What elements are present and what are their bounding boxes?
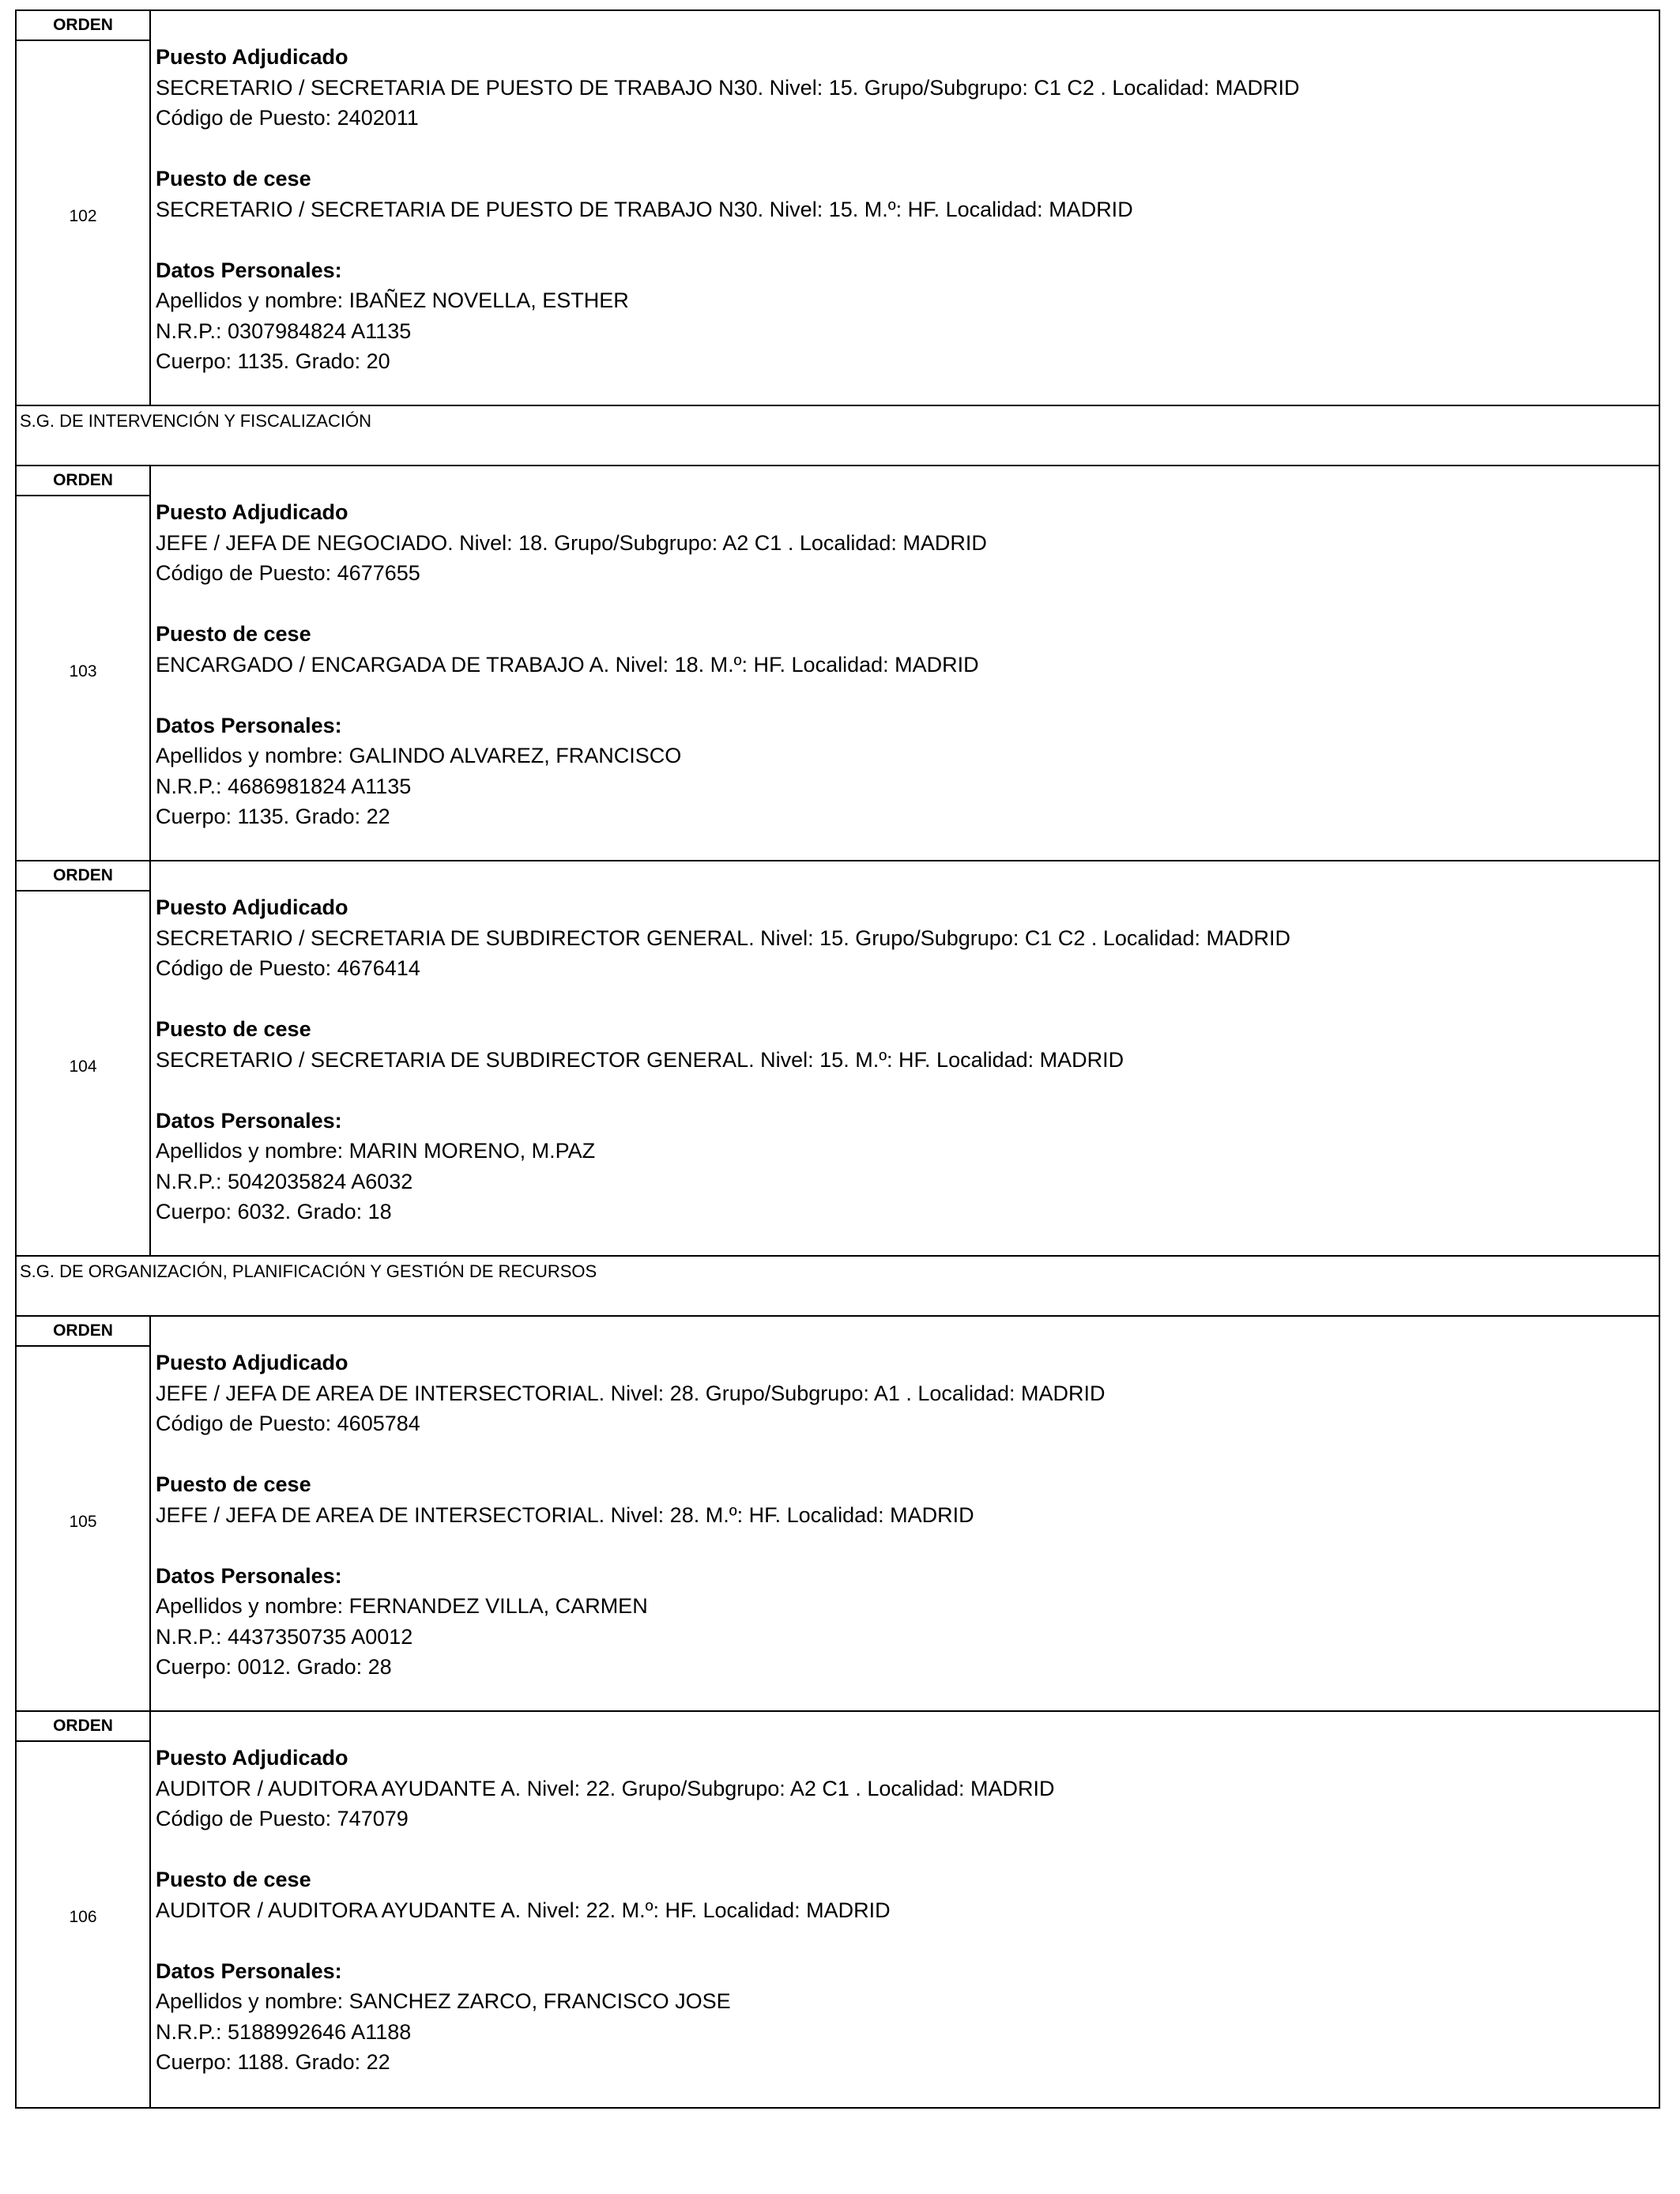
puesto-cese-heading: Puesto de cese xyxy=(156,1472,311,1496)
entry-row xyxy=(17,466,1659,861)
codigo-puesto: Código de Puesto: 747079 xyxy=(156,1807,409,1830)
datos-personales-heading: Datos Personales: xyxy=(156,713,342,737)
datos-personales-heading: Datos Personales: xyxy=(156,1958,342,1983)
orden-number: 106 xyxy=(69,1908,97,1926)
entry-content xyxy=(156,1348,1656,1683)
puesto-adjudicado-text: SECRETARIO / SECRETARIA DE PUESTO DE TRABAJO N30. Nivel: 15. Grupo/Subgrupo: C1 C2 . Localidad: MADRID xyxy=(156,75,1300,100)
puesto-cese-text: AUDITOR / AUDITORA AYUDANTE A. Nivel: 22. M.º: HF. Localidad: MADRID xyxy=(156,1898,891,1922)
cuerpo-grado: Cuerpo: 1188. Grado: 22 xyxy=(156,2050,390,2074)
cuerpo-grado: Cuerpo: 0012. Grado: 28 xyxy=(156,1655,392,1679)
entry-row xyxy=(17,1317,1659,1712)
datos-personales-heading: Datos Personales: xyxy=(156,1108,342,1133)
entry-content xyxy=(156,497,1656,832)
puesto-adjudicado-heading: Puesto Adjudicado xyxy=(156,1746,348,1770)
puesto-adjudicado-heading: Puesto Adjudicado xyxy=(156,45,348,69)
puesto-adjudicado-text: SECRETARIO / SECRETARIA DE SUBDIRECTOR GENERAL. Nivel: 15. Grupo/Subgrupo: C1 C2 . Localidad: MADRID xyxy=(156,925,1290,950)
puesto-cese-heading: Puesto de cese xyxy=(156,1017,311,1041)
puesto-adjudicado-heading: Puesto Adjudicado xyxy=(156,500,348,524)
cuerpo-grado: Cuerpo: 1135. Grado: 22 xyxy=(156,805,390,828)
entry-row xyxy=(17,11,1659,406)
entry-row xyxy=(17,861,1659,1257)
cuerpo-grado: Cuerpo: 1135. Grado: 20 xyxy=(156,349,390,373)
apellidos-nombre: Apellidos y nombre: SANCHEZ ZARCO, FRANCISCO JOSE xyxy=(156,1989,731,2013)
orden-column xyxy=(17,466,151,860)
puesto-adjudicado-text: JEFE / JEFA DE NEGOCIADO. Nivel: 18. Grupo/Subgrupo: A2 C1 . Localidad: MADRID xyxy=(156,530,987,555)
orden-label: ORDEN xyxy=(17,466,149,496)
nrp: N.R.P.: 4437350735 A0012 xyxy=(156,1624,413,1649)
nrp: N.R.P.: 5188992646 A1188 xyxy=(156,2019,412,2044)
nrp: N.R.P.: 4686981824 A1135 xyxy=(156,774,412,798)
orden-label: ORDEN xyxy=(17,11,149,41)
entry-content xyxy=(156,892,1656,1227)
orden-label: ORDEN xyxy=(17,1317,149,1347)
orden-number: 104 xyxy=(69,1057,97,1076)
puesto-cese-heading: Puesto de cese xyxy=(156,167,311,190)
orden-number: 102 xyxy=(69,207,97,225)
nrp: N.R.P.: 0307984824 A1135 xyxy=(156,319,412,343)
puesto-cese-text: ENCARGADO / ENCARGADA DE TRABAJO A. Nivel: 18. M.º: HF. Localidad: MADRID xyxy=(156,652,979,677)
puesto-adjudicado-heading: Puesto Adjudicado xyxy=(156,895,348,919)
resolution-table xyxy=(15,9,1660,2109)
entry-content xyxy=(156,42,1656,377)
orden-column xyxy=(17,861,151,1255)
codigo-puesto: Código de Puesto: 2402011 xyxy=(156,106,419,130)
orden-column xyxy=(17,11,151,405)
puesto-cese-heading: Puesto de cese xyxy=(156,622,311,646)
apellidos-nombre: Apellidos y nombre: IBAÑEZ NOVELLA, ESTHER xyxy=(156,288,629,312)
section-header: S.G. DE ORGANIZACIÓN, PLANIFICACIÓN Y GESTIÓN DE RECURSOS xyxy=(17,1257,1659,1317)
codigo-puesto: Código de Puesto: 4605784 xyxy=(156,1412,420,1435)
apellidos-nombre: Apellidos y nombre: FERNANDEZ VILLA, CARMEN xyxy=(156,1594,648,1618)
cuerpo-grado: Cuerpo: 6032. Grado: 18 xyxy=(156,1200,392,1223)
orden-number: 103 xyxy=(69,662,97,680)
orden-column xyxy=(17,1712,151,2107)
entry-row xyxy=(17,1712,1659,2107)
apellidos-nombre: Apellidos y nombre: MARIN MORENO, M.PAZ xyxy=(156,1139,596,1163)
entry-content xyxy=(156,1743,1656,2078)
orden-column xyxy=(17,1317,151,1710)
puesto-cese-text: SECRETARIO / SECRETARIA DE SUBDIRECTOR GENERAL. Nivel: 15. M.º: HF. Localidad: MADRID xyxy=(156,1047,1124,1072)
codigo-puesto: Código de Puesto: 4677655 xyxy=(156,561,420,585)
section-header: S.G. DE INTERVENCIÓN Y FISCALIZACIÓN xyxy=(17,406,1659,466)
orden-label: ORDEN xyxy=(17,1712,149,1742)
puesto-adjudicado-text: AUDITOR / AUDITORA AYUDANTE A. Nivel: 22. Grupo/Subgrupo: A2 C1 . Localidad: MADRID xyxy=(156,1776,1055,1800)
datos-personales-heading: Datos Personales: xyxy=(156,258,342,282)
puesto-cese-heading: Puesto de cese xyxy=(156,1868,311,1891)
puesto-adjudicado-text: JEFE / JEFA DE AREA DE INTERSECTORIAL. Nivel: 28. Grupo/Subgrupo: A1 . Localidad: MADRID xyxy=(156,1381,1106,1405)
orden-number: 105 xyxy=(69,1513,97,1531)
nrp: N.R.P.: 5042035824 A6032 xyxy=(156,1169,413,1193)
codigo-puesto: Código de Puesto: 4676414 xyxy=(156,956,420,980)
datos-personales-heading: Datos Personales: xyxy=(156,1563,342,1588)
puesto-cese-text: JEFE / JEFA DE AREA DE INTERSECTORIAL. Nivel: 28. M.º: HF. Localidad: MADRID xyxy=(156,1502,974,1527)
apellidos-nombre: Apellidos y nombre: GALINDO ALVAREZ, FRANCISCO xyxy=(156,744,682,767)
puesto-cese-text: SECRETARIO / SECRETARIA DE PUESTO DE TRABAJO N30. Nivel: 15. M.º: HF. Localidad: MADRID xyxy=(156,197,1133,221)
puesto-adjudicado-heading: Puesto Adjudicado xyxy=(156,1351,348,1374)
orden-label: ORDEN xyxy=(17,861,149,892)
